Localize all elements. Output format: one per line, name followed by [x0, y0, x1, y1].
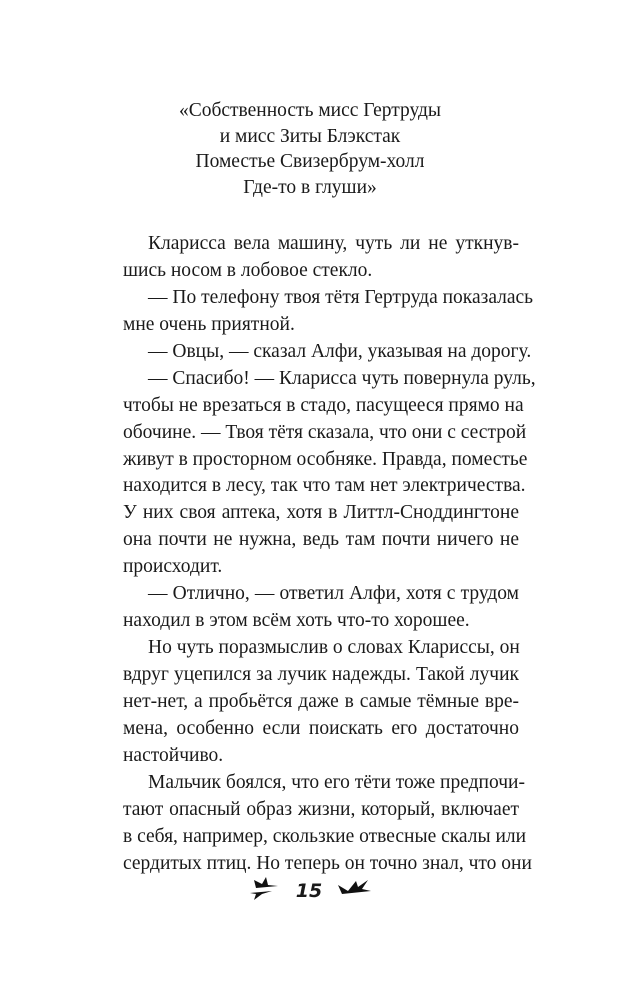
- text-line: сердитых птиц. Но теперь он точно знал, что они: [123, 852, 532, 874]
- text-line: Но чуть поразмыслив о словах Клариссы, он: [148, 637, 520, 659]
- text-line: находится в лесу, так что там нет электричества.: [123, 475, 526, 497]
- page-footer: [0, 875, 620, 906]
- text-line: происходит.: [123, 556, 223, 578]
- text-line: — По телефону твоя тётя Гертруда показалась: [148, 286, 534, 308]
- text-line: мне очень приятной.: [123, 313, 295, 335]
- text-line: находил в этом всём хоть что-то хорошее.: [123, 610, 470, 632]
- text-line: — Отлично, — ответил Алфи, хотя с трудом: [148, 583, 519, 605]
- page-number: 15: [295, 879, 323, 902]
- bird-icon: [336, 877, 372, 904]
- text-line: тают опасный образ жизни, который, включает: [123, 798, 519, 820]
- text-line: Кларисса вела машину, чуть ли не уткнув-: [148, 233, 519, 254]
- text-line: она почти не нужна, ведь там почти ничего не: [123, 529, 519, 551]
- letter-address-block: [110, 98, 510, 201]
- address-line: Где-то в глуши»: [243, 177, 377, 199]
- text-line: чтобы не врезаться в стадо, пасущееся прямо на: [123, 394, 524, 416]
- address-line: «Собственность мисс Гертруды: [178, 100, 442, 121]
- text-line: У них своя аптека, хотя в Литтл-Снoддингтоне: [123, 502, 519, 524]
- body-text: [123, 231, 536, 878]
- text-line: мена, особенно если поискать его достаточно: [123, 717, 519, 739]
- text-line: шись носом в лобовое стекло.: [123, 259, 373, 281]
- text-line: — Овцы, — сказал Алфи, указывая на дорогу.: [148, 340, 532, 362]
- text-line: настойчиво.: [123, 744, 224, 766]
- text-line: вдруг уцепился за лучик надежды. Такой лучик: [123, 664, 519, 685]
- text-line: — Спасибо! — Кларисса чуть повернула руль,: [148, 367, 536, 389]
- address-line: Поместье Свизербрум-холл: [195, 151, 425, 173]
- text-line: живут в просторном особняке. Правда, поместье: [123, 448, 528, 470]
- address-line: и мисс Зиты Блэкстак: [219, 125, 401, 147]
- text-line: обочине. — Твоя тётя сказала, что они с сестрой: [123, 421, 527, 443]
- text-line: Мальчик боялся, что его тёти тоже предпочи-: [148, 771, 525, 793]
- text-line: нет-нет, а пробьётся даже в самые тёмные вре-: [123, 690, 519, 712]
- bird-icon: [248, 875, 282, 906]
- text-line: в себя, например, скользкие отвесные скалы или: [123, 825, 527, 847]
